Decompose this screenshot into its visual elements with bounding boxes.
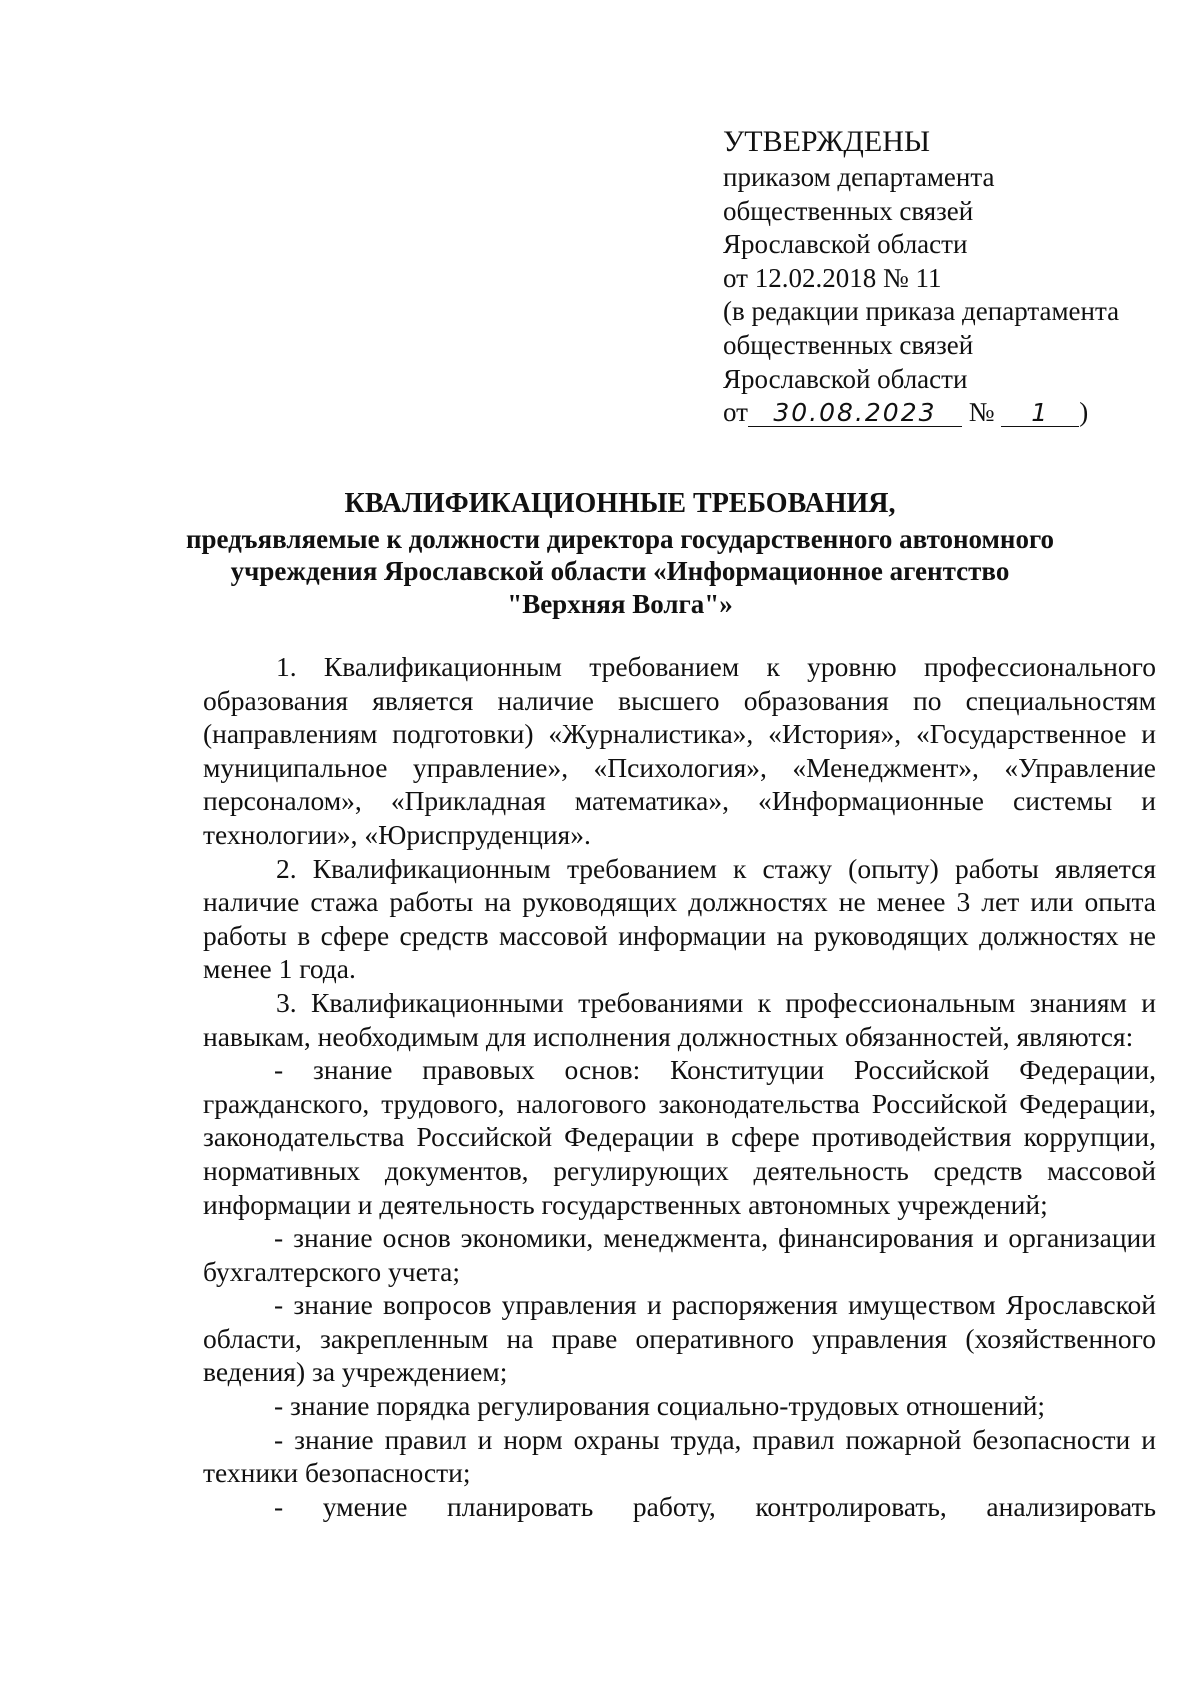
closing-paren: ): [1079, 397, 1089, 428]
approval-line: Ярославской области: [723, 363, 968, 394]
list-item-planning: - умение планировать работу, контролировать, анализировать: [274, 1490, 1156, 1522]
approval-order-date: от 12.02.2018 № 11: [723, 262, 942, 293]
list-item-property: - знание вопросов управления и распоряжения имуществом Ярославской области, закрепленным на праве оперативного управления (хозяйственного ведения) за учреждением;: [203, 1289, 1156, 1388]
paragraph-knowledge: 3. Квалификационными требованиями к профессиональным знаниям и навыкам, необходимым для исполнения должностных обязанностей, являются:: [203, 986, 1156, 1052]
list-item-labor-relations: - знание порядка регулирования социально-трудовых отношений;: [274, 1390, 1046, 1422]
approval-line: общественных связей: [723, 329, 974, 360]
list-item-legal: - знание правовых основ: Конституции Российской Федерации, гражданского, трудового, налогового законодательства Российской Федерации, законодательства Российской Федерации в сфере противодействия коррупции, нормативных документов, регулирующих деятельность средств массовой информации и деятельность государственных автономных учреждений;: [203, 1054, 1156, 1220]
list-item-safety: - знание правил и норм охраны труда, правил пожарной безопасности и техники безопасности;: [203, 1423, 1156, 1489]
approval-amendment-line: [723, 396, 1163, 430]
approval-line: (в редакции приказа департамента: [723, 296, 1120, 327]
handwritten-date: 30.08.2023: [748, 400, 962, 427]
handwritten-number: 1: [1001, 400, 1079, 427]
approval-line: общественных связей: [723, 195, 974, 226]
heading-title: КВАЛИФИКАЦИОННЫЕ ТРЕБОВАНИЯ,: [344, 488, 896, 519]
document-body: [203, 650, 1156, 1523]
list-item-economics: - знание основ экономики, менеджмента, финансирования и организации бухгалтерского учета;: [203, 1222, 1156, 1287]
date-prefix: от: [723, 397, 748, 428]
approval-title: УТВЕРЖДЕНЫ: [723, 125, 931, 158]
approval-block: [723, 124, 1163, 430]
number-sign: №: [968, 397, 995, 428]
heading-subtitle: предъявляемые к должности директора государственного автономного учреждения Ярославской области «Информационное агентство "Верхняя Волга"»: [185, 523, 1055, 619]
paragraph-experience: 2. Квалификационным требованием к стажу (опыту) работы является наличие стажа работы на руководящих должностях не менее 3 лет или опыта работы в сфере средств массовой информации на руководящих должностях не менее 1 года.: [203, 852, 1156, 985]
paragraph-education: 1. Квалификационным требованием к уровню профессионального образования является наличие высшего образования по специальностям (направлениям подготовки) «Журналистика», «История», «Государственное и муниципальное управление», «Психология», «Менеджмент», «Управление персоналом», «Прикладная математика», «Информационные системы и технологии», «Юриспруденция».: [203, 651, 1156, 850]
approval-line: Ярославской области: [723, 229, 968, 260]
approval-line: приказом департамента: [723, 162, 995, 192]
document-heading: [170, 488, 1070, 620]
